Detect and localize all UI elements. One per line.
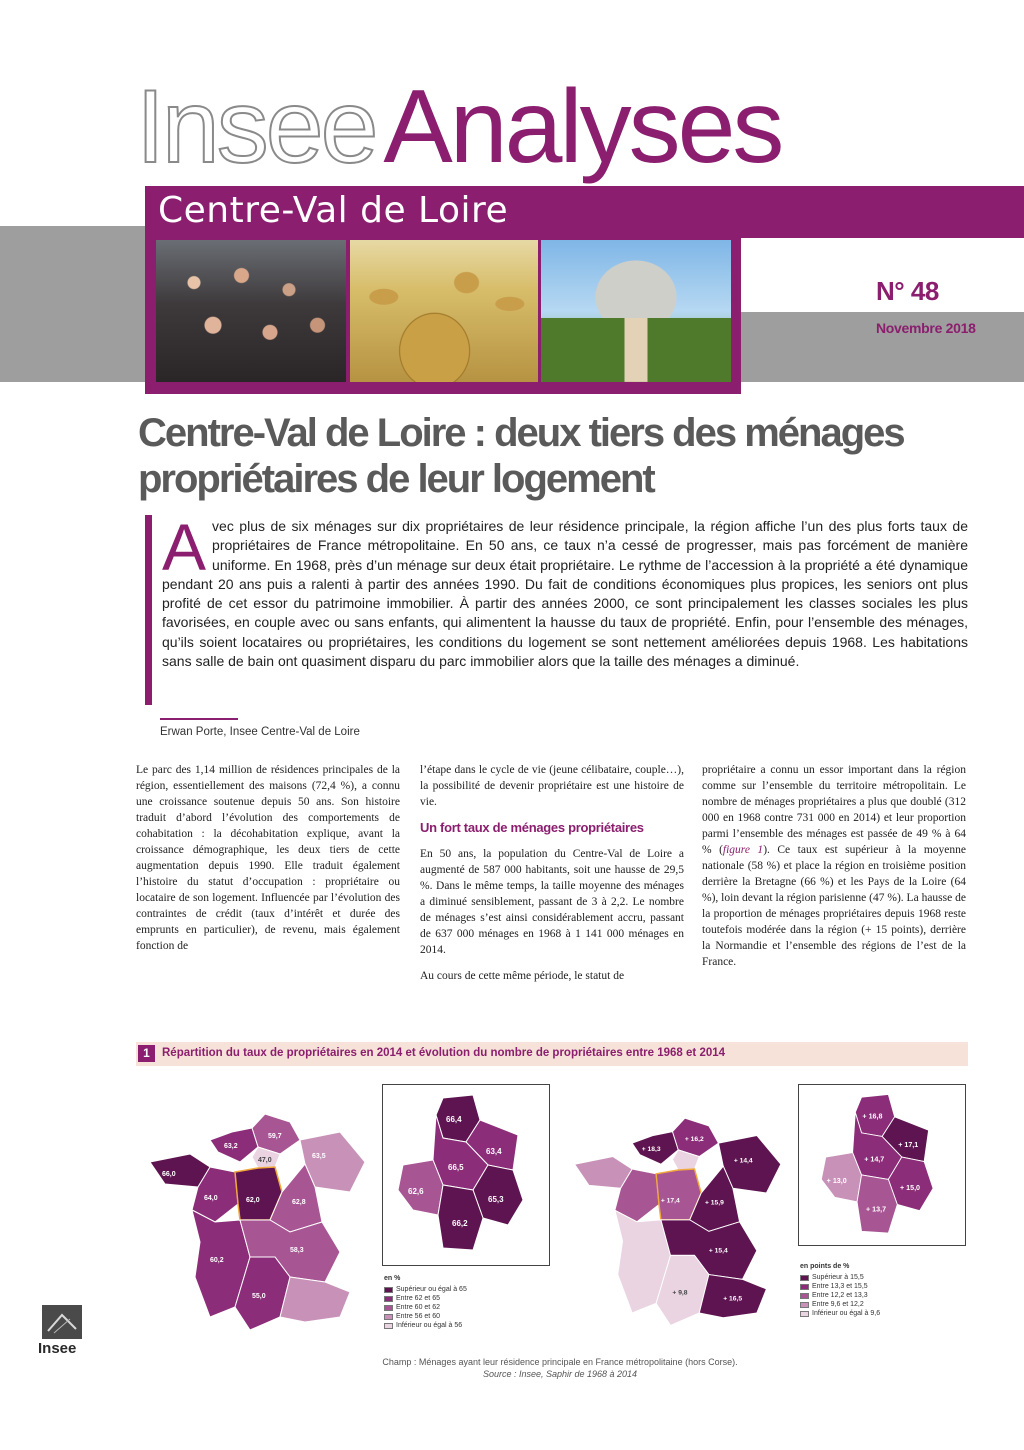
map-value-label: 55,0 xyxy=(252,1293,266,1300)
legend-title: en points de % xyxy=(800,1263,850,1270)
insee-logo-icon xyxy=(42,1305,82,1339)
map-value-label: 66,0 xyxy=(162,1171,176,1178)
legend-item: Supérieur à 15,5 xyxy=(800,1273,880,1282)
section-heading: Un fort taux de ménages propriétaires xyxy=(420,820,644,835)
inset-value-label: 63,4 xyxy=(486,1147,502,1156)
article-lead xyxy=(162,510,968,671)
insee-logo-text: Insee xyxy=(38,1340,77,1357)
map-value-label: 63,2 xyxy=(224,1143,238,1150)
body-column-3 xyxy=(702,762,966,980)
figure-title: Répartition du taux de propriétaires en 2014 et évolution du nombre de propriétaires entre 1968 et 2014 xyxy=(162,1047,726,1059)
map-value-label: + 17,4 xyxy=(660,1197,680,1205)
inset-value-label: 65,3 xyxy=(488,1195,504,1204)
article-title xyxy=(138,410,958,502)
header-purple-underline xyxy=(145,382,741,394)
legend-item: Entre 60 et 62 xyxy=(384,1303,467,1312)
legend-item: Entre 62 et 65 xyxy=(384,1294,467,1303)
map-value-label: 63,5 xyxy=(312,1153,326,1160)
map-value-label: + 18,3 xyxy=(641,1145,661,1153)
inset-value-label: 66,2 xyxy=(452,1219,468,1228)
inset-value-label: + 17,1 xyxy=(898,1141,919,1150)
figure-reference-link[interactable]: figure 1 xyxy=(722,844,764,856)
figure-number: 1 xyxy=(138,1045,155,1062)
legend-2014 xyxy=(384,1274,467,1330)
body-column-1 xyxy=(136,762,400,964)
lead-accent-bar xyxy=(145,515,152,705)
brand-analyses: Analyses xyxy=(383,69,782,185)
map-france-2014 xyxy=(140,1092,385,1342)
legend-evolution xyxy=(800,1262,880,1318)
legend-item: Entre 9,6 et 12,2 xyxy=(800,1300,880,1309)
body-column-2 xyxy=(420,762,684,994)
inset-value-label: + 13,0 xyxy=(826,1176,847,1185)
body-paragraph xyxy=(702,762,966,970)
header-grey-band-left xyxy=(0,226,150,382)
legend-item: Entre 56 et 60 xyxy=(384,1312,467,1321)
body-text: propriétaire a connu un essor important dans la région comme sur l’ensemble du territoire métropolitain. Le nombre de ménages propriétaires a plus que doublé (312 000 en 1968 contre 731 000 en 2014) et leur proportion parmi l’ensemble des ménages est passée de 49 % à 64 % ( xyxy=(702,764,966,856)
map-value-label: + 15,4 xyxy=(708,1247,728,1255)
map-value-label: + 16,2 xyxy=(684,1136,704,1144)
map-region xyxy=(280,1277,350,1322)
lead-text: vec plus de six ménages sur dix propriétaires de leur résidence principale, la région affiche l’un des plus forts taux de propriétaires de France métropolitaine. En 50 ans, ce taux n’a cessé de progresser, mais pas forcément de manière uniforme. En 1968, près d’un ménage sur deux était propriétaire. Le rythme de l’accession à la propriété a été dynamique pendant 20 ans puis a ralenti à partir des années 1990. Du fait de conditions économiques plus propices, les seniors ont plus profité de cet essor du patrimoine immobilier. À partir des années 2000, ce sont principalement les classes sociales les plus favorisées, en couple avec ou sans enfants, qui alimentent la hausse du taux de propriété. Enfin, pour l’ensemble des ménages, qu’ils soient locataires ou propriétaires, les conditions du logement se sont nettement améliorées depuis 1968. Les habitations sans salle de bain ont quasiment disparu du parc immobilier alors que la taille des ménages a diminué. xyxy=(162,518,968,670)
inset-value-label: + 13,7 xyxy=(866,1205,887,1214)
map-value-label: 62,8 xyxy=(292,1199,306,1206)
body-paragraph: Au cours de cette même période, le statut de xyxy=(420,970,625,982)
issue-number: N° 48 xyxy=(876,276,939,306)
legend-item: Entre 12,2 et 13,3 xyxy=(800,1291,880,1300)
body-text: ). Ce taux est supérieur à la moyenne nationale (58 %) et place la région en troisième position derrière la Bretagne (66 %) et les Pays de la Loire (64 %), loin devant la région parisienne (47 %). La hausse de la proportion de ménages propriétaires depuis 1968 reste toutefois modérée dans la région (+ 15 points), derrière la Normandie et l’ensemble des régions de l’est de la France. xyxy=(702,844,966,968)
publication-brand xyxy=(136,69,782,185)
inset-value-label: + 16,8 xyxy=(862,1112,883,1121)
brand-insee: Insee xyxy=(136,69,376,185)
body-paragraph: Le parc des 1,14 million de résidences principales de la région, essentiellement des maisons (72,4 %), a connu une croissance soutenue depuis 50 ans. Son histoire traduit d’abord l’évolution des comportements de cohabitation : la décohabitation explique, avant la croissance démographique, les deux tiers de cette augmentation depuis 1990. Elle traduit également l’histoire du statut d’occupation : propriétaire ou locataire de son logement. Influencée par l’évolution des contraintes de crédit (taux d’intérêt et durée des emprunts en particulier), de revenu, mais également fonction de xyxy=(136,764,400,952)
inset-value-label: + 15,0 xyxy=(899,1184,921,1193)
author: Erwan Porte, Insee Centre-Val de Loire xyxy=(160,726,360,738)
map-value-label: 59,7 xyxy=(268,1133,282,1140)
map-value-label: 60,2 xyxy=(210,1257,224,1264)
inset-value-label: + 14,7 xyxy=(864,1155,885,1164)
inset-value-label: 62,6 xyxy=(408,1187,424,1196)
region-title: Centre-Val de Loire xyxy=(158,190,509,231)
figure-source: Source : Insee, Saphir de 1968 à 2014 xyxy=(482,1369,638,1379)
map-france-evolution xyxy=(565,1092,800,1342)
lead-dropcap: A xyxy=(162,510,207,584)
figure-notes xyxy=(240,1356,880,1380)
body-paragraph: l’étape dans le cycle de vie (jeune célibataire, couple…), la possibilité de devenir propriétaire est une histoire de vie. xyxy=(420,764,684,808)
photo-crowd xyxy=(156,240,346,382)
map-region-inset-2014 xyxy=(388,1090,546,1260)
legend-item: Inférieur ou égal à 56 xyxy=(384,1321,467,1330)
map-value-label: 47,0 xyxy=(258,1157,272,1164)
map-value-label: + 16,5 xyxy=(723,1295,743,1303)
map-value-label: 62,0 xyxy=(246,1197,260,1204)
map-value-label: 64,0 xyxy=(204,1195,218,1202)
article-title-line2: propriétaires de leur logement xyxy=(138,457,654,501)
photo-castle xyxy=(541,240,731,382)
legend-item: Inférieur ou égal à 9,6 xyxy=(800,1309,880,1318)
map-region-inset-evolution xyxy=(806,1090,960,1242)
inset-value-label: 66,4 xyxy=(446,1115,462,1124)
legend-item: Entre 13,3 et 15,5 xyxy=(800,1282,880,1291)
issue-date: Novembre 2018 xyxy=(876,320,976,336)
body-paragraph: En 50 ans, la population du Centre-Val de Loire a augmenté de 587 000 habitants, soit une hausse de 29,5 %. Dans le même temps, la taille moyenne des ménages a diminué sensiblement, passant de 3 à 2,2. Le nombre de ménages s’est ainsi considérablement accru, passant de 637 000 ménages en 1968 à 1 141 000 ménages en 2014. xyxy=(420,848,684,956)
legend-title: en % xyxy=(384,1275,401,1282)
author-rule xyxy=(160,718,238,720)
legend-item: Supérieur ou égal à 65 xyxy=(384,1285,467,1294)
insee-logo xyxy=(34,1305,100,1377)
figure-scope: Champ : Ménages ayant leur résidence principale en France métropolitaine (hors Corse). xyxy=(382,1357,738,1367)
article-title-line1: Centre-Val de Loire : deux tiers des ménages xyxy=(138,411,904,455)
map-value-label: + 14,4 xyxy=(733,1157,753,1165)
photo-hay-bales xyxy=(350,240,538,382)
inset-value-label: 66,5 xyxy=(448,1163,464,1172)
map-value-label: + 15,9 xyxy=(705,1199,724,1207)
map-value-label: + 9,8 xyxy=(672,1289,688,1297)
map-value-label: 58,3 xyxy=(290,1247,304,1254)
